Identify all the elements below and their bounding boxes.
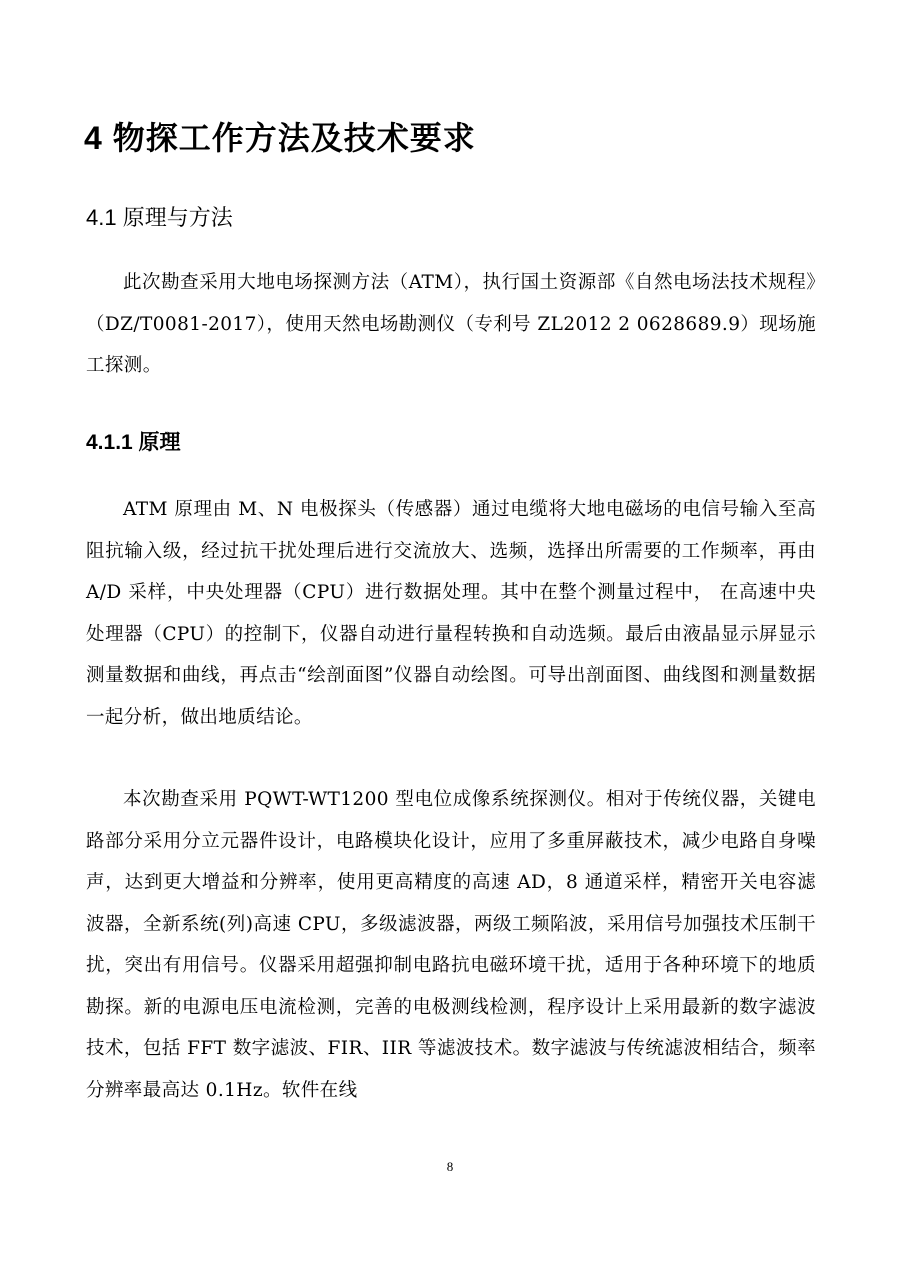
section-heading: 4.1 原理与方法: [86, 205, 233, 230]
paragraph-method-intro: 此次勘查采用大地电场探测方法（ATM），执行国土资源部《自然电场法技术规程》（DZ/T0081-2017），使用天然电场勘测仪（专利号 ZL2012 2 0628689.9）现场施工探测。: [86, 272, 816, 376]
chapter-heading: 4 物探工作方法及技术要求: [84, 120, 476, 156]
subsection-heading: 4.1.1 原理: [86, 431, 181, 454]
page-number: 8: [446, 1159, 454, 1174]
paragraph-instrument: 本次勘查采用 PQWT-WT1200 型电位成像系统探测仪。相对于传统仪器，关键电路部分采用分立元器件设计，电路模块化设计，应用了多重屏蔽技术，减少电路自身噪声，达到更大增益和分辨率，使用更高精度的高速 AD，8 通道采样，精密开关电容滤波器，全新系统(列)高速 CPU，多级滤波器，两级工频陷波，采用信号加强技术压制干扰，突出有用信号。仪器采用超强抑制电路抗电磁环境干扰，适用于各种环境下的地质勘探。新的电源电压电流检测，完善的电极测线检测，程序设计上采用最新的数字滤波技术，包括 FFT 数字滤波、FIR、IIR 等滤波技术。数字滤波与传统滤波相结合，频率分辨率最高达 0.1Hz。软件在线: [86, 789, 816, 1101]
paragraph-principle: ATM 原理由 M、N 电极探头（传感器）通过电缆将大地电磁场的电信号输入至高阻抗输入级，经过抗干扰处理后进行交流放大、选频，选择出所需要的工作频率，再由 A/D 采样，中央处理器（CPU）进行数据处理。其中在整个测量过程中， 在高速中央处理器（CPU）的控制下，仪器自动进行量程转换和自动选频。最后由液晶显示屏显示测量数据和曲线，再点击“绘剖面图”仪器自动绘图。可导出剖面图、曲线图和测量数据一起分析，做出地质结论。: [86, 499, 816, 728]
